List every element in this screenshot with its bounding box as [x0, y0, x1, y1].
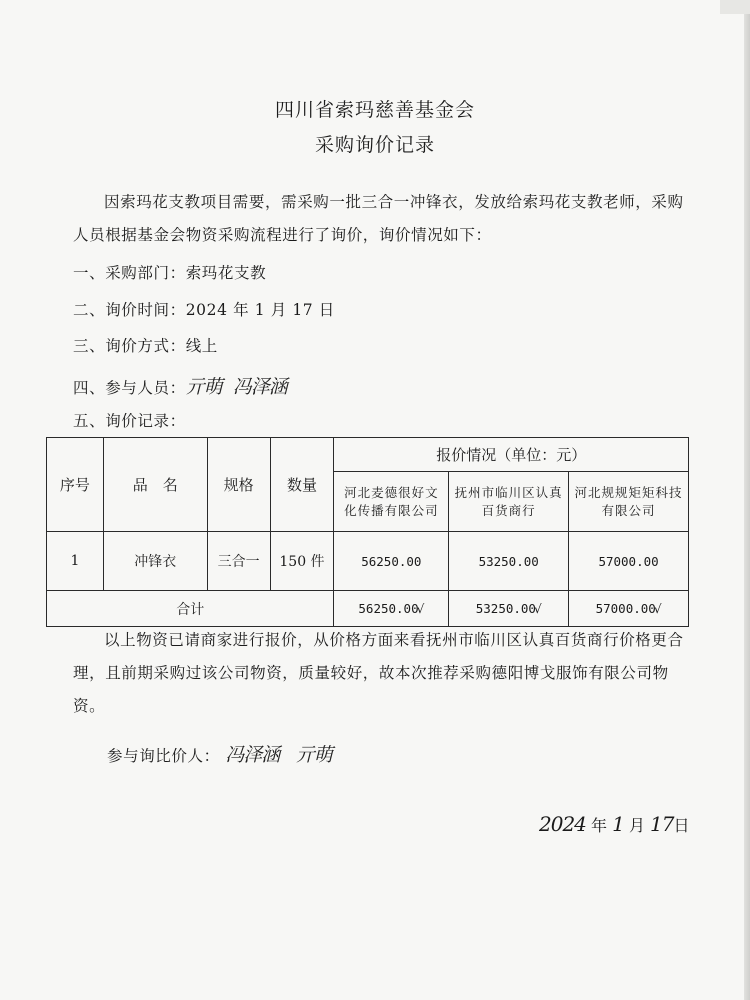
- record-label: 五、询价记录：: [73, 412, 186, 430]
- item-time: [73, 298, 335, 320]
- row-spec: 三合一: [207, 532, 270, 591]
- method-value: 线上: [185, 337, 218, 355]
- total-row: [47, 591, 689, 627]
- dept-label: 一、采购部门：: [73, 264, 186, 282]
- total-price-2: [449, 591, 569, 627]
- header-qty: 数量: [270, 438, 334, 532]
- doc-title: 采购询价记录: [314, 134, 435, 156]
- check-mark-icon: √: [533, 602, 542, 616]
- row-name: 冲锋衣: [103, 532, 207, 591]
- time-value: 2024 年 1 月 17 日: [185, 301, 335, 319]
- header-spec: 规格: [207, 438, 270, 532]
- scan-corner: [720, 0, 750, 14]
- total-price-3: [569, 591, 689, 627]
- date-month: 1: [612, 812, 624, 836]
- table-row: [47, 532, 689, 591]
- total-price-2-value: 53250.00: [475, 601, 536, 616]
- date-day-unit: 日: [673, 816, 690, 835]
- row-qty: 150 件: [270, 532, 334, 591]
- row-price-1: 56250.00: [334, 532, 449, 591]
- conclusion-paragraph: 以上物资已请商家进行报价，从价格方面来看抚州市临川区认真百货商行价格更合理，且前期采购过该公司物资，质量较好，故本次推荐采购德阳博戈服饰有限公司物资。: [73, 631, 684, 715]
- footer-signature-1: 冯泽涵: [225, 744, 280, 766]
- item-people: [73, 372, 287, 399]
- item-dept: [73, 261, 266, 283]
- header-quote: 报价情况（单位：元）: [334, 438, 689, 472]
- signature-1: 亓萌: [185, 376, 222, 398]
- date-year: 2024: [539, 812, 586, 836]
- signature-2: 冯泽涵: [232, 376, 287, 398]
- supplier-1: 河北麦德很好文化传播有限公司: [334, 472, 449, 532]
- date-month-unit: 月: [628, 816, 645, 835]
- row-price-2: 53250.00: [449, 532, 569, 591]
- attendees-label: 参与询比价人：: [107, 747, 220, 765]
- method-label: 三、询价方式：: [73, 337, 186, 355]
- attendees-line: [107, 740, 332, 767]
- supplier-2: 抚州市临川区认真百货商行: [449, 472, 569, 532]
- row-price-3: 57000.00: [569, 532, 689, 591]
- header-no: 序号: [47, 438, 104, 532]
- item-record: [73, 409, 186, 431]
- total-price-3-value: 57000.00: [595, 601, 656, 616]
- date-year-unit: 年: [591, 816, 608, 835]
- dept-value: 索玛花支教: [185, 264, 267, 282]
- row-no: 1: [47, 532, 104, 591]
- supplier-3: 河北规规矩矩科技有限公司: [569, 472, 689, 532]
- people-label: 四、参与人员：: [73, 379, 186, 397]
- item-method: [73, 334, 218, 356]
- org-title: 四川省索玛慈善基金会: [274, 99, 475, 121]
- header-name: 品 名: [103, 438, 207, 532]
- check-mark-icon: √: [653, 602, 662, 616]
- quote-table: [46, 437, 689, 627]
- intro-paragraph: 因索玛花支教项目需要，需采购一批三合一冲锋衣，发放给索玛花支教老师，采购人员根据基金会物资采购流程进行了询价，询价情况如下：: [73, 193, 684, 244]
- handwritten-date: [539, 812, 690, 836]
- time-label: 二、询价时间：: [73, 301, 186, 319]
- footer-signature-2: 亓萌: [295, 744, 332, 766]
- date-day: 17: [650, 812, 674, 836]
- total-label: 合计: [47, 591, 334, 627]
- total-price-1-value: 56250.00: [358, 601, 419, 616]
- total-price-1: [334, 591, 449, 627]
- check-mark-icon: √: [416, 602, 425, 616]
